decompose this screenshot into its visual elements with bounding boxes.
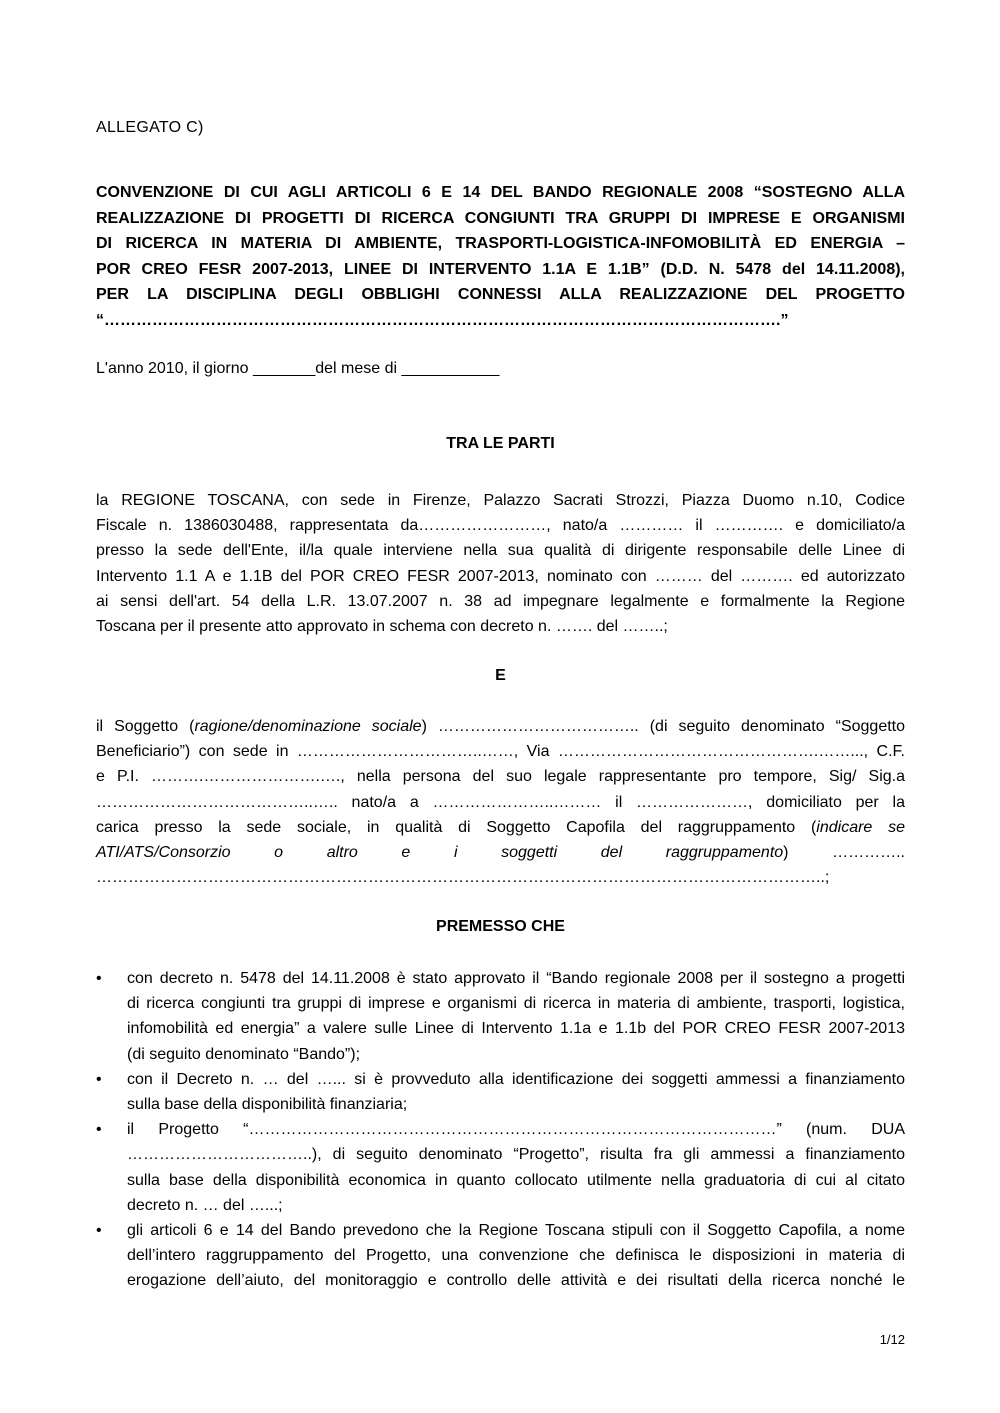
paragraph-line: ai sensi dell'art. 54 della L.R. 13.07.2007 n. 38 ad impegnare legalmente e formalmente la Regione [96, 592, 905, 610]
bullet-icon: • [96, 1222, 102, 1240]
heading-premises: PREMESSO CHE [436, 918, 565, 935]
list-item-line: ……………………………..), di seguito denominato “Progetto”, risulta fra gli ammessi a finanziamento [127, 1146, 905, 1164]
paragraph-line: la REGIONE TOSCANA, con sede in Firenze, Palazzo Sacrati Strozzi, Piazza Duomo n.10, Codice [96, 492, 905, 509]
paragraph-line: ………………………………………………………………………………………………………………………..; [96, 869, 830, 887]
bullet-icon: • [96, 970, 102, 987]
title-line: CONVENZIONE DI CUI AGLI ARTICOLI 6 E 14 DEL BANDO REGIONALE 2008 “SOSTEGNO ALLA [96, 184, 905, 201]
subject-paragraph [96, 714, 905, 890]
heading-and: E [495, 667, 506, 684]
title-line: PER LA DISCIPLINA DEGLI OBBLIGHI CONNESSI ALLA REALIZZAZIONE DEL PROGETTO [96, 286, 905, 303]
list-item-line: con il Decreto n. … del …... si è provveduto alla identificazione dei soggetti ammessi a finanziamento [127, 1070, 905, 1088]
list-item-line: sulla base della disponibilità economica in quanto collocato utilmente nella graduatoria di cui al citato [127, 1171, 905, 1189]
list-item-line: con decreto n. 5478 del 14.11.2008 è stato approvato il “Bando regionale 2008 per il sostegno a progetti [127, 970, 905, 987]
premises-list [96, 966, 905, 1294]
list-item-line: gli articoli 6 e 14 del Bando prevedono che la Regione Toscana stipuli con il Soggetto Capofila, a nome [127, 1222, 905, 1240]
list-item [96, 1218, 905, 1294]
list-item [96, 1117, 905, 1218]
list-item-line: dell’intero raggruppamento del Progetto, una convenzione che definisca le disposizioni in materia di [127, 1247, 905, 1265]
title-line: POR CREO FESR 2007-2013, LINEE DI INTERVENTO 1.1A E 1.1B” (D.D. N. 5478 del 14.11.2008), [96, 260, 905, 278]
list-item-line: di ricerca congiunti tra gruppi di imprese e organismi di ricerca in materia di ambiente, trasporti, logistica, [127, 995, 905, 1013]
paragraph-line: carica presso la sede sociale, in qualità di Soggetto Capofila del raggruppamento (indicare se [96, 818, 905, 836]
paragraph-line: Toscana per il presente atto approvato in schema con decreto n. ……. del ……..; [96, 618, 668, 636]
title-line: REALIZZAZIONE DI PROGETTI DI RICERCA CONGIUNTI TRA GRUPPI DI IMPRESE E ORGANISMI [96, 209, 905, 227]
paragraph-line: Fiscale n. 1386030488, rappresentata da……………………, nato/a ………… il …………. e domiciliato/a [96, 517, 905, 535]
list-item-line: il Progetto “………………………………………………………………………………………” (num. DUA [127, 1121, 905, 1139]
list-item [96, 966, 905, 1067]
paragraph-line: presso la sede dell'Ente, il/la quale interviene nella sua qualità di dirigente responsabile delle Linee di [96, 542, 905, 560]
paragraph-line: e P.I. ……….………………….…., nella persona del suo legale rappresentante pro tempore, Sig/ Sig.a [96, 768, 905, 786]
paragraph-line: il Soggetto (ragione/denominazione sociale) ……………………………….. (di seguito denominato “Soggetto [96, 718, 905, 735]
annex-label: ALLEGATO C) [96, 119, 204, 136]
paragraph-line: …………………………………..….. nato/a a …………………..……… il …………………, domiciliato per la [96, 793, 905, 811]
list-item-line: decreto n. … del …...; [127, 1196, 283, 1214]
list-item-line: infomobilità ed energia” a valere sulle Linee di Intervento 1.1a e 1.1b del POR CREO FESR 2007-2013 [127, 1020, 905, 1038]
list-item [96, 1067, 905, 1117]
document-title [96, 180, 905, 333]
heading-parties: TRA LE PARTI [446, 435, 555, 452]
title-line: “……………………………………………………………………………………………………………….” [96, 311, 789, 329]
title-line: DI RICERCA IN MATERIA DI AMBIENTE, TRASPORTI-LOGISTICA-INFOMOBILITÀ ED ENERGIA – [96, 235, 905, 252]
bullet-icon: • [96, 1070, 102, 1088]
paragraph-line: Intervento 1.1 A e 1.1B del POR CREO FESR 2007-2013, nominato con ……… del ………. ed autorizzato [96, 567, 905, 585]
paragraph-line: Beneficiario”) con sede in ……………………………..……, Via ………………………………………….……..., C.F. [96, 743, 905, 761]
bullet-icon: • [96, 1121, 102, 1139]
list-item-line: erogazione dell’aiuto, del monitoraggio e controllo delle attività e dei risultati della ricerca nonché le [127, 1272, 905, 1290]
paragraph-line: ATI/ATS/Consorzio o altro e i soggetti del raggruppamento) ………….. [96, 844, 905, 862]
list-item-line: (di seguito denominato “Bando”); [127, 1045, 361, 1063]
region-paragraph [96, 488, 905, 639]
date-line: L'anno 2010, il giorno _______del mese di ___________ [96, 360, 500, 377]
list-item-line: sulla base della disponibilità finanziaria; [127, 1096, 408, 1114]
page-number: 1/12 [879, 1332, 905, 1347]
